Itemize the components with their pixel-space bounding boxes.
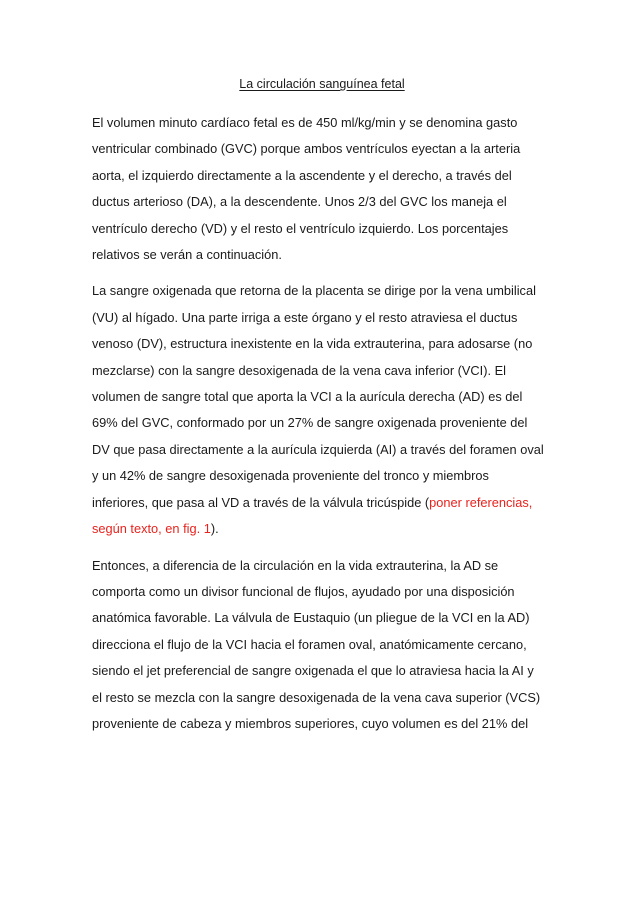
text-segment: ). [210,521,219,537]
text-line: relativos se verán a continuación. [92,247,282,263]
text-line: ventrículo derecho (VD) y el resto el ventrículo izquierdo. Los porcentajes [92,220,509,236]
text-line: y un 42% de sangre desoxigenada proveniente del tronco y miembros [92,468,489,484]
text-line: proveniente de cabeza y miembros superiores, cuyo volumen es del 21% del [92,715,529,731]
text-line: siendo el jet preferencial de sangre oxigenada el que lo atraviesa hacia la AI y [92,663,534,679]
paragraph-1 [92,110,552,268]
paragraph-2 [92,278,552,542]
text-line [92,490,552,516]
paragraph-3 [92,553,552,738]
text-line: venoso (DV), estructura inexistente en la vida extrauterina, para adosarse (no [92,336,533,352]
text-line: (VU) al hígado. Una parte irriga a este órgano y el resto atraviesa el ductus [92,309,518,325]
text-line: volumen de sangre total que aporta la VCI a la aurícula derecha (AD) es del [92,389,523,405]
document-title-text: La circulación sanguínea fetal [239,77,405,91]
text-line: DV que pasa directamente a la aurícula izquierda (AI) a través del foramen oval [92,441,544,457]
document-title [92,76,552,92]
text-line: anatómica favorable. La válvula de Eustaquio (un pliegue de la VCI en la AD) [92,610,530,626]
text-line: el resto se mezcla con la sangre desoxigenada de la vena cava superior (VCS) [92,689,541,705]
text-line: 69% del GVC, conformado por un 27% de sangre oxigenada proveniente del [92,415,528,431]
text-segment: inferiores, que pasa al VD a través de la válvula tricúspide ( [92,494,430,510]
text-line: La sangre oxigenada que retorna de la placenta se dirige por la vena umbilical [92,283,536,299]
text-line: direcciona el flujo de la VCI hacia el foramen oval, anatómicamente cercano, [92,636,527,652]
reference-note-highlight: según texto, en fig. 1 [92,521,211,537]
text-line: ventricular combinado (GVC) porque ambos ventrículos eyectan a la arteria [92,141,521,157]
text-line: mezclarse) con la sangre desoxigenada de la vena cava inferior (VCI). El [92,362,506,378]
text-line: ductus arterioso (DA), a la descendente. Unos 2/3 del GVC los maneja el [92,194,507,210]
text-line: aorta, el izquierdo directamente a la ascendente y el derecho, a través del [92,167,512,183]
text-line: comporta como un divisor funcional de flujos, ayudado por una disposición [92,583,515,599]
document-page [92,76,552,747]
text-line: Entonces, a diferencia de la circulación en la vida extrauterina, la AD se [92,557,499,573]
text-line: El volumen minuto cardíaco fetal es de 450 ml/kg/min y se denomina gasto [92,115,518,130]
reference-note-highlight: poner referencias, [429,494,533,510]
text-line [92,516,552,542]
